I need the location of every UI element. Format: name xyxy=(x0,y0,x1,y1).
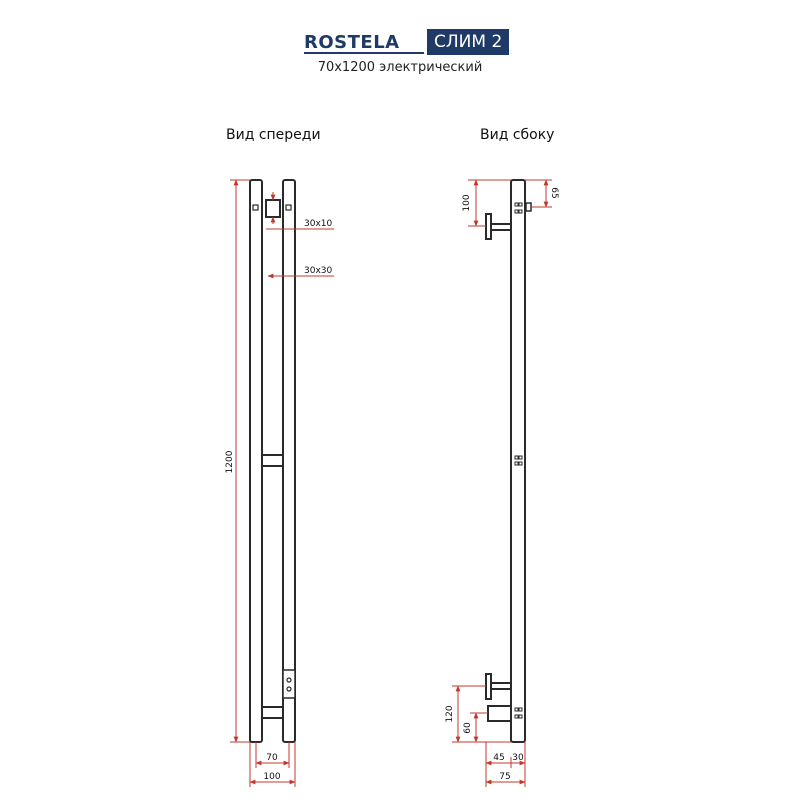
front-top-bracket xyxy=(266,200,280,217)
front-dimension-labels xyxy=(225,219,333,782)
side-dimensions xyxy=(452,180,552,787)
dim-side-tube-depth-label: 30 xyxy=(512,753,524,763)
front-top-bracket-hole-left xyxy=(253,205,258,210)
side-top-marks xyxy=(515,203,522,213)
dim-height-label: 1200 xyxy=(225,450,235,474)
front-left-tube xyxy=(250,180,262,742)
front-bottom-crossbar xyxy=(262,707,283,718)
product-subtitle: 70х1200 электрический xyxy=(317,60,483,75)
front-view-title: Вид спереди xyxy=(226,127,321,143)
dim-bracket-label: 30x10 xyxy=(304,219,333,229)
side-bottom-marks xyxy=(515,708,522,718)
front-middle-crossbar xyxy=(262,455,283,466)
front-right-tube xyxy=(283,180,295,742)
dim-tube-label: 30x30 xyxy=(304,266,333,276)
dim-side-mount-depth-label: 45 xyxy=(493,753,505,763)
front-top-bracket-hole-right xyxy=(286,205,291,210)
dim-axis-label: 70 xyxy=(266,753,278,763)
front-switch-box xyxy=(283,670,295,698)
side-bottom-mount-arm xyxy=(491,683,511,689)
side-view-title: Вид сбоку xyxy=(480,127,555,143)
dim-side-overall-label: 75 xyxy=(499,772,511,782)
dim-side-cable-label: 60 xyxy=(463,722,473,734)
side-tube xyxy=(511,180,525,742)
dim-side-plug-label: 65 xyxy=(549,187,559,199)
dim-side-top-bracket-label: 100 xyxy=(462,194,472,212)
side-middle-marks xyxy=(515,456,522,465)
side-dimension-labels xyxy=(445,187,559,782)
side-top-mount-arm xyxy=(491,224,511,230)
model-badge: СЛИМ 2 xyxy=(427,29,509,55)
side-view xyxy=(486,180,531,742)
dim-overall-label: 100 xyxy=(263,772,281,782)
dim-side-bottom-bracket-label: 120 xyxy=(445,705,455,723)
brand-logo: ROSTELA xyxy=(304,31,424,55)
side-top-plug xyxy=(526,203,531,211)
front-view xyxy=(250,180,295,742)
side-bottom-housing xyxy=(488,706,511,721)
